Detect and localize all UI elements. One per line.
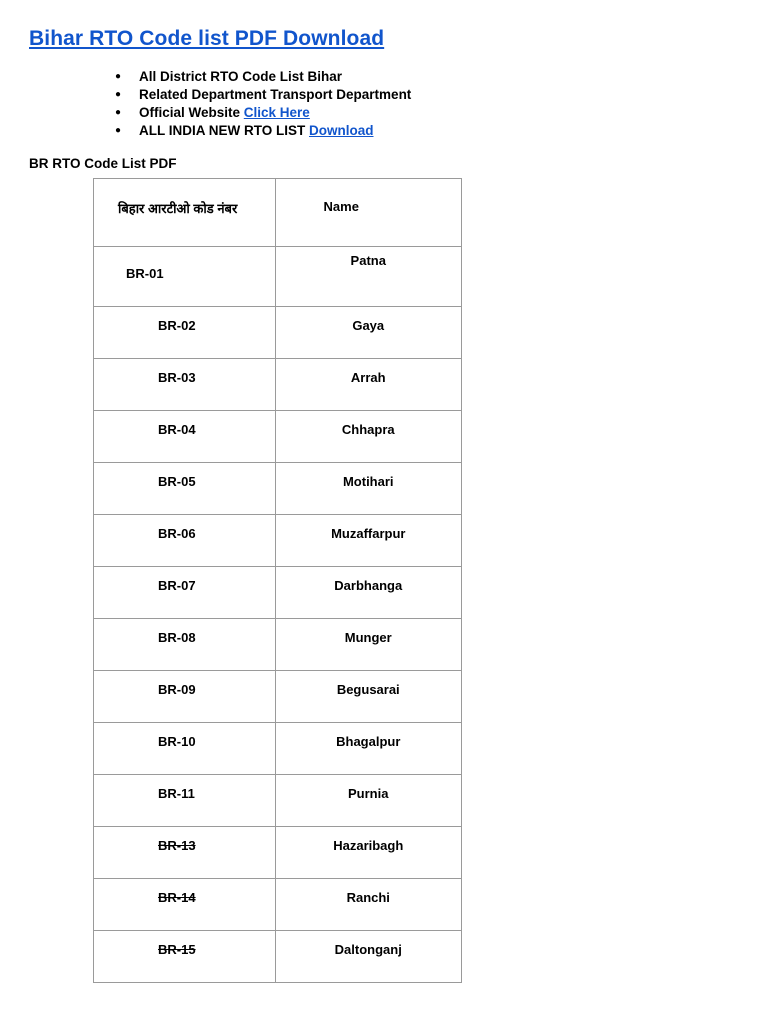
download-link[interactable]: Download (309, 123, 374, 138)
district-name: Munger (344, 630, 392, 645)
rto-code: BR-02 (158, 318, 196, 333)
table-row (94, 827, 462, 879)
district-name-cell (275, 359, 461, 411)
rto-code-cell (94, 359, 276, 411)
district-name-cell (275, 411, 461, 463)
list-item (112, 68, 411, 86)
rto-code-cell (94, 411, 276, 463)
district-name: Gaya (352, 318, 385, 333)
rto-code-cell (94, 775, 276, 827)
district-name: Darbhanga (334, 578, 403, 593)
list-item (112, 122, 411, 140)
bullet-icon: ● (115, 125, 122, 136)
table-row (94, 567, 462, 619)
rto-code-cell (94, 515, 276, 567)
rto-code: BR-06 (158, 526, 196, 541)
table-row (94, 723, 462, 775)
list-item-text: Official Website (139, 105, 244, 120)
district-name-cell (275, 567, 461, 619)
rto-code-cell (94, 931, 276, 983)
official-website-link[interactable]: Click Here (243, 105, 310, 120)
district-name-cell (275, 671, 461, 723)
info-list (112, 68, 411, 140)
district-name-cell (275, 827, 461, 879)
table-row (94, 931, 462, 983)
rto-code: BR-05 (158, 474, 196, 489)
district-name: Purnia (348, 786, 389, 801)
rto-code: BR-07 (158, 578, 196, 593)
district-name: Daltonganj (334, 942, 402, 957)
district-name: Bhagalpur (336, 734, 401, 749)
rto-code-cell (94, 247, 276, 307)
header-name: Name (275, 179, 461, 247)
list-item-text: Related Department Transport Department (139, 87, 412, 102)
rto-code-cell (94, 671, 276, 723)
district-name-cell (275, 723, 461, 775)
section-heading: BR RTO Code List PDF (29, 156, 177, 171)
district-name-cell (275, 879, 461, 931)
district-name: Chhapra (341, 422, 395, 437)
rto-code-cell (94, 619, 276, 671)
rto-code: BR-14 (158, 890, 196, 905)
rto-code: BR-09 (158, 682, 196, 697)
rto-code-cell (94, 879, 276, 931)
table-row (94, 411, 462, 463)
rto-code-cell (94, 567, 276, 619)
table-row (94, 515, 462, 567)
table-row (94, 619, 462, 671)
rto-code-cell (94, 723, 276, 775)
district-name: Hazaribagh (333, 838, 404, 853)
district-name-cell (275, 931, 461, 983)
district-name: Patna (350, 253, 386, 268)
table-row (94, 463, 462, 515)
table-row (94, 307, 462, 359)
rto-code: BR-01 (126, 266, 164, 281)
list-item (112, 104, 411, 122)
district-name-cell (275, 463, 461, 515)
bullet-icon: ● (115, 107, 122, 118)
district-name: Ranchi (346, 890, 390, 905)
rto-code-cell (94, 463, 276, 515)
rto-code-table (93, 178, 462, 983)
rto-code: BR-13 (158, 838, 196, 853)
district-name-cell (275, 775, 461, 827)
bullet-icon: ● (115, 71, 122, 82)
district-name: Arrah (350, 370, 386, 385)
table-row (94, 247, 462, 307)
rto-code: BR-04 (158, 422, 196, 437)
list-item-text: ALL INDIA NEW RTO LIST (139, 123, 309, 138)
list-item-text: All District RTO Code List Bihar (139, 69, 343, 84)
page-title[interactable]: Bihar RTO Code list PDF Download (29, 27, 385, 50)
header-code: बिहार आरटीओ कोड नंबर (94, 179, 276, 247)
district-name-cell (275, 307, 461, 359)
rto-code: BR-11 (158, 786, 195, 801)
district-name-cell (275, 247, 461, 307)
bullet-icon: ● (115, 89, 122, 100)
district-name-cell (275, 619, 461, 671)
rto-code: BR-15 (158, 942, 196, 957)
table-row (94, 879, 462, 931)
list-item (112, 86, 411, 104)
rto-code: BR-10 (158, 734, 196, 749)
table-row (94, 775, 462, 827)
rto-code: BR-08 (158, 630, 196, 645)
district-name: Begusarai (336, 682, 400, 697)
table-row (94, 359, 462, 411)
table-row (94, 671, 462, 723)
district-name: Motihari (342, 474, 394, 489)
district-name: Muzaffarpur (331, 526, 406, 541)
district-name-cell (275, 515, 461, 567)
rto-code-cell (94, 307, 276, 359)
table-header-row (94, 179, 462, 247)
rto-code: BR-03 (158, 370, 196, 385)
rto-code-cell (94, 827, 276, 879)
